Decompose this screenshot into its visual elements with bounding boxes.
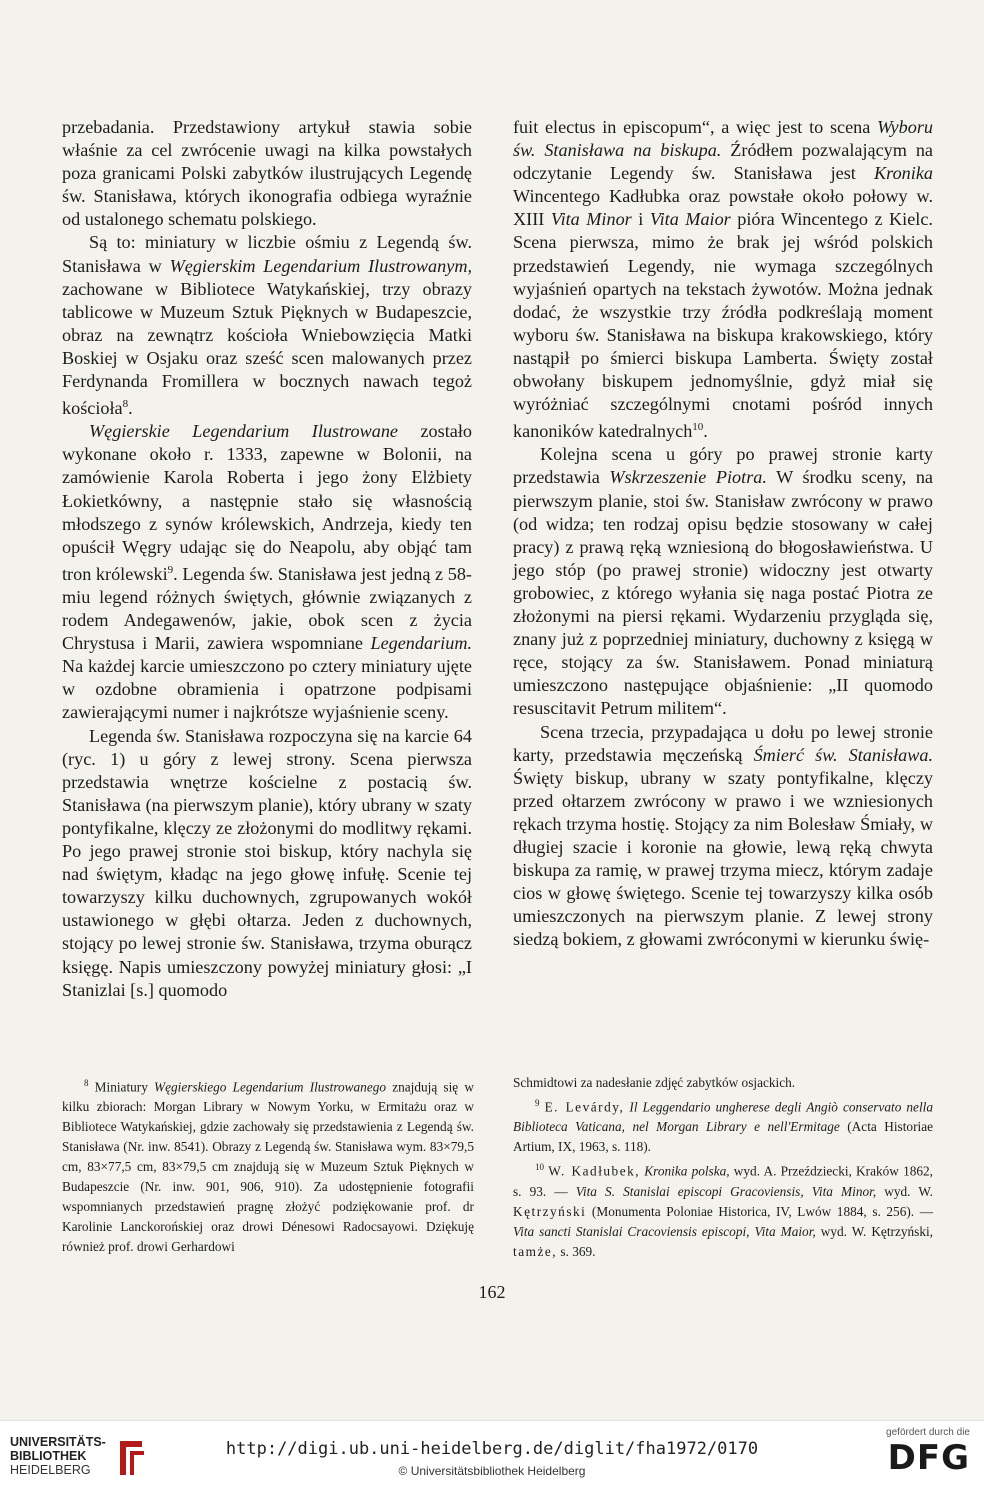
permalink-url[interactable]: http://digi.ub.uni-heidelberg.de/diglit/fha1972/0170 [225,1439,759,1459]
paragraph: przebadania. Przedstawiony artykuł stawia sobie właśnie za cel zwrócenie uwagi na kilka powstałych poza granicami Polski zabytków ilustrujących Legendę św. Stanisława, których ikonografia odbiega wyraźnie od ustalonego schematu polskiego. [62,117,472,230]
paragraph: Węgierskie Legendarium Ilustrowane zostało wykonane około r. 1333, zapewne w Bolonii, na zamówienie Karola Roberta i jego żony Elżbiety Łokietkówny, a następnie stało się własnością młodszego z synów królewskich, Andrzeja, kiedy ten opuścił Węgry udając się do Neapolu, aby objąć tam tron królewski$^9$. Legenda św. Stanisława jest jedną z 58-miu legend różnych świętych, głównie związanych z rodem Andegawenów, jakie, obok scen z życia Chrystusa i Marii, zawiera wspomniane Legendarium. Na każdej karcie umieszczono po cztery miniatury ujęte w ozdobne obramienia i opatrzone podpisami zawierającymi numer i najkrótsze wyjaśnienie sceny. [62,421,472,723]
dfg-wordmark: DFG [887,1438,970,1478]
footnote-10: $^{10}$ W. Kadłubek, Kronika polska, wyd. A. Przeździecki, Kraków 1862, s. 93. — Vita S. Stanislai episcopi Gracoviensis, Vita Minor, wyd. W. Kętrzyński (Monumenta Poloniae Historica, IV, Lwów 1884, s. 256). — Vita sancti Stanislai Cracoviensis episcopi, Vita Maior, wyd. W. Kętrzyński, tamże, s. 369. [513,1162,934,1259]
footnote-8-continued: Schmidtowi za nadesłanie zdjęć zabytków osjackich. [513,1075,796,1090]
dfg-caption: gefördert durch die [886,1427,970,1438]
copyright-notice: © Universitätsbibliothek Heidelberg [398,1464,586,1478]
footnotes-left [62,1073,474,1257]
paragraph: fuit electus in episcopum“, a więc jest to scena Wyboru św. Stanisława na biskupa. Źródłem pozwalającym na odczytanie Legendy św. Stanisława jest Kronika Wincentego Kadłubka oraz powstałe około połowy w. XIII Vita Minor i Vita Maior pióra Wincentego z Kielc. Scena pierwsza, mimo że brak jej wśród polskich przedstawień Legendy, nie wymaga szczególnych wyjaśnień opartych na tekstach żywotów. Można jednak dodać, że wszystkie trzy źródła podkreślają moment wyboru św. Stanisława na biskupa krakowskiego, który nastąpił po śmierci biskupa Lamberta. Święty został obwołany biskupem jednomyślnie, gdyż miał się wyróżniać szczególnymi cnotami pośród innych kanoników katedralnych$^{10}$. [513,117,933,442]
paragraph: Scena trzecia, przypadająca u dołu po lewej stronie karty, przedstawia męczeńską Śmierć św. Stanisława. Święty biskup, ubrany w szaty pontyfikalne, klęczy przed ołtarzem zwrócony w prawo i we wzniesionych rękach trzyma hostię. Stojący za nim Bolesław Śmiały, w długiej szacie i koronie na głowie, lewą ręką chwyta biskupa za ramię, w prawej trzyma miecz, którym zadaje cios w głowę świętego. Scenie tej towarzyszy kilka osób umieszczonych na pierwszym planie. Z lewej strony siedzą bokiem, z głowami zwróconymi w kierunku świę- [513,721,933,950]
left-text-column [62,116,472,1002]
footnote-ref: 10 [692,421,704,434]
dfg-logo[interactable] [870,1427,970,1485]
paragraph: Legenda św. Stanisława rozpoczyna się na karcie 64 (ryc. 1) u góry z lewej strony. Scena pierwsza przedstawia wnętrze kościelne z postacią św. Stanisława (na pierwszym planie), który ubrany w szaty pontyfikalne, klęczy ze złożonymi do modlitwy rękami. Po jego prawej stronie stoi biskup, który nachyla się nad świętym, kładąc na jego głowę infułę. Scenie tej towarzyszy kilku duchownych, zgrupowanych wokół ustawionego w głębi ołtarza. Jeden z duchownych, stojący po lewej stronie św. Stanisława, trzyma oburącz księgę. Napis umieszczony powyżej miniatury głosi: „I Stanizlai [s.] quomodo [62,725,472,1000]
paragraph: Kolejna scena u góry po prawej stronie karty przedstawia Wskrzeszenie Piotra. W środku sceny, na pierwszym planie, stoi św. Stanisław zwrócony w prawo (od widza; ten rodzaj opisu będzie stosowany w całej pracy) z prawą ręką wzniesioną do błogosławieństwa. U jego stóp (po prawej stronie) widoczny jest otwarty grobowiec, z którego wyłania się naga postać Piotra ze złożonymi na piersi rękami. Wydarzeniu przygląda się, znany już z poprzedniej miniatury, duchowny z księgą w ręce, stojący za św. Stanisławem. Ponad miniaturą umieszczono następujące objaśnienie: „II quomodo resuscitavit Petrum militem“. [513,444,933,719]
paragraph: Są to: miniatury w liczbie ośmiu z Legendą św. Stanisława w Węgierskim Legendarium Ilustrowanym, zachowane w Bibliotece Watykańskiej, trzy obrazy tablicowe w Muzeum Sztuk Pięknych w Budapeszcie, obraz na zewnątrz kościoła Wniebowzięcia Matki Boskiej w Osjaku oraz sześć scen malowanych przez Ferdynanda Fromillera w bocznych nawach tegoż kościoła$^8$. [62,232,472,419]
viewer-footer [0,1420,984,1489]
footnote-8: $^8$ Miniatury Węgierskiego Legendarium Ilustrowanego znajdują się w kilku zbiorach: Morgan Library w Nowym Yorku, w Ermitażu oraz w Bibliotece Watykańskiej, gdzie zachowały się przedstawienia z Legendą św. Stanisława (Nr. inw. 8541). Obrazy z Legendą św. Stanisława wym. 83×79,5 cm, 83×77,5 cm, 83×79,5 cm znajdują się w Muzeum Sztuk Pięknych w Budapeszcie (Nr. inw. 901, 906, 910). Za udostępnienie fotografii wspomnianych przedstawień pragnę złożyć podziękowanie prof. dr Karolinie Lanckorońskiej oraz drowi Dénesowi Radocsayowi. Dziękuję również prof. drowi Gerhardowi [62,1078,474,1255]
footnote-ref: 8 [122,398,129,411]
right-text-column [513,116,933,951]
library-name: UNIVERSITÄTS- BIBLIOTHEK HEIDELBERG [10,1435,106,1477]
footnote-9: $^9$ E. Levárdy, Il Leggendario ungherese degli Angiò conservato nella Biblioteca Vaticana, nel Morgan Library e nell'Ermitage (Acta Historiae Artium, IX, 1963, s. 118). [513,1098,934,1155]
footnote-ref: 9 [167,563,174,576]
footnotes-right [513,1073,933,1262]
page-number: 162 [478,1282,506,1302]
